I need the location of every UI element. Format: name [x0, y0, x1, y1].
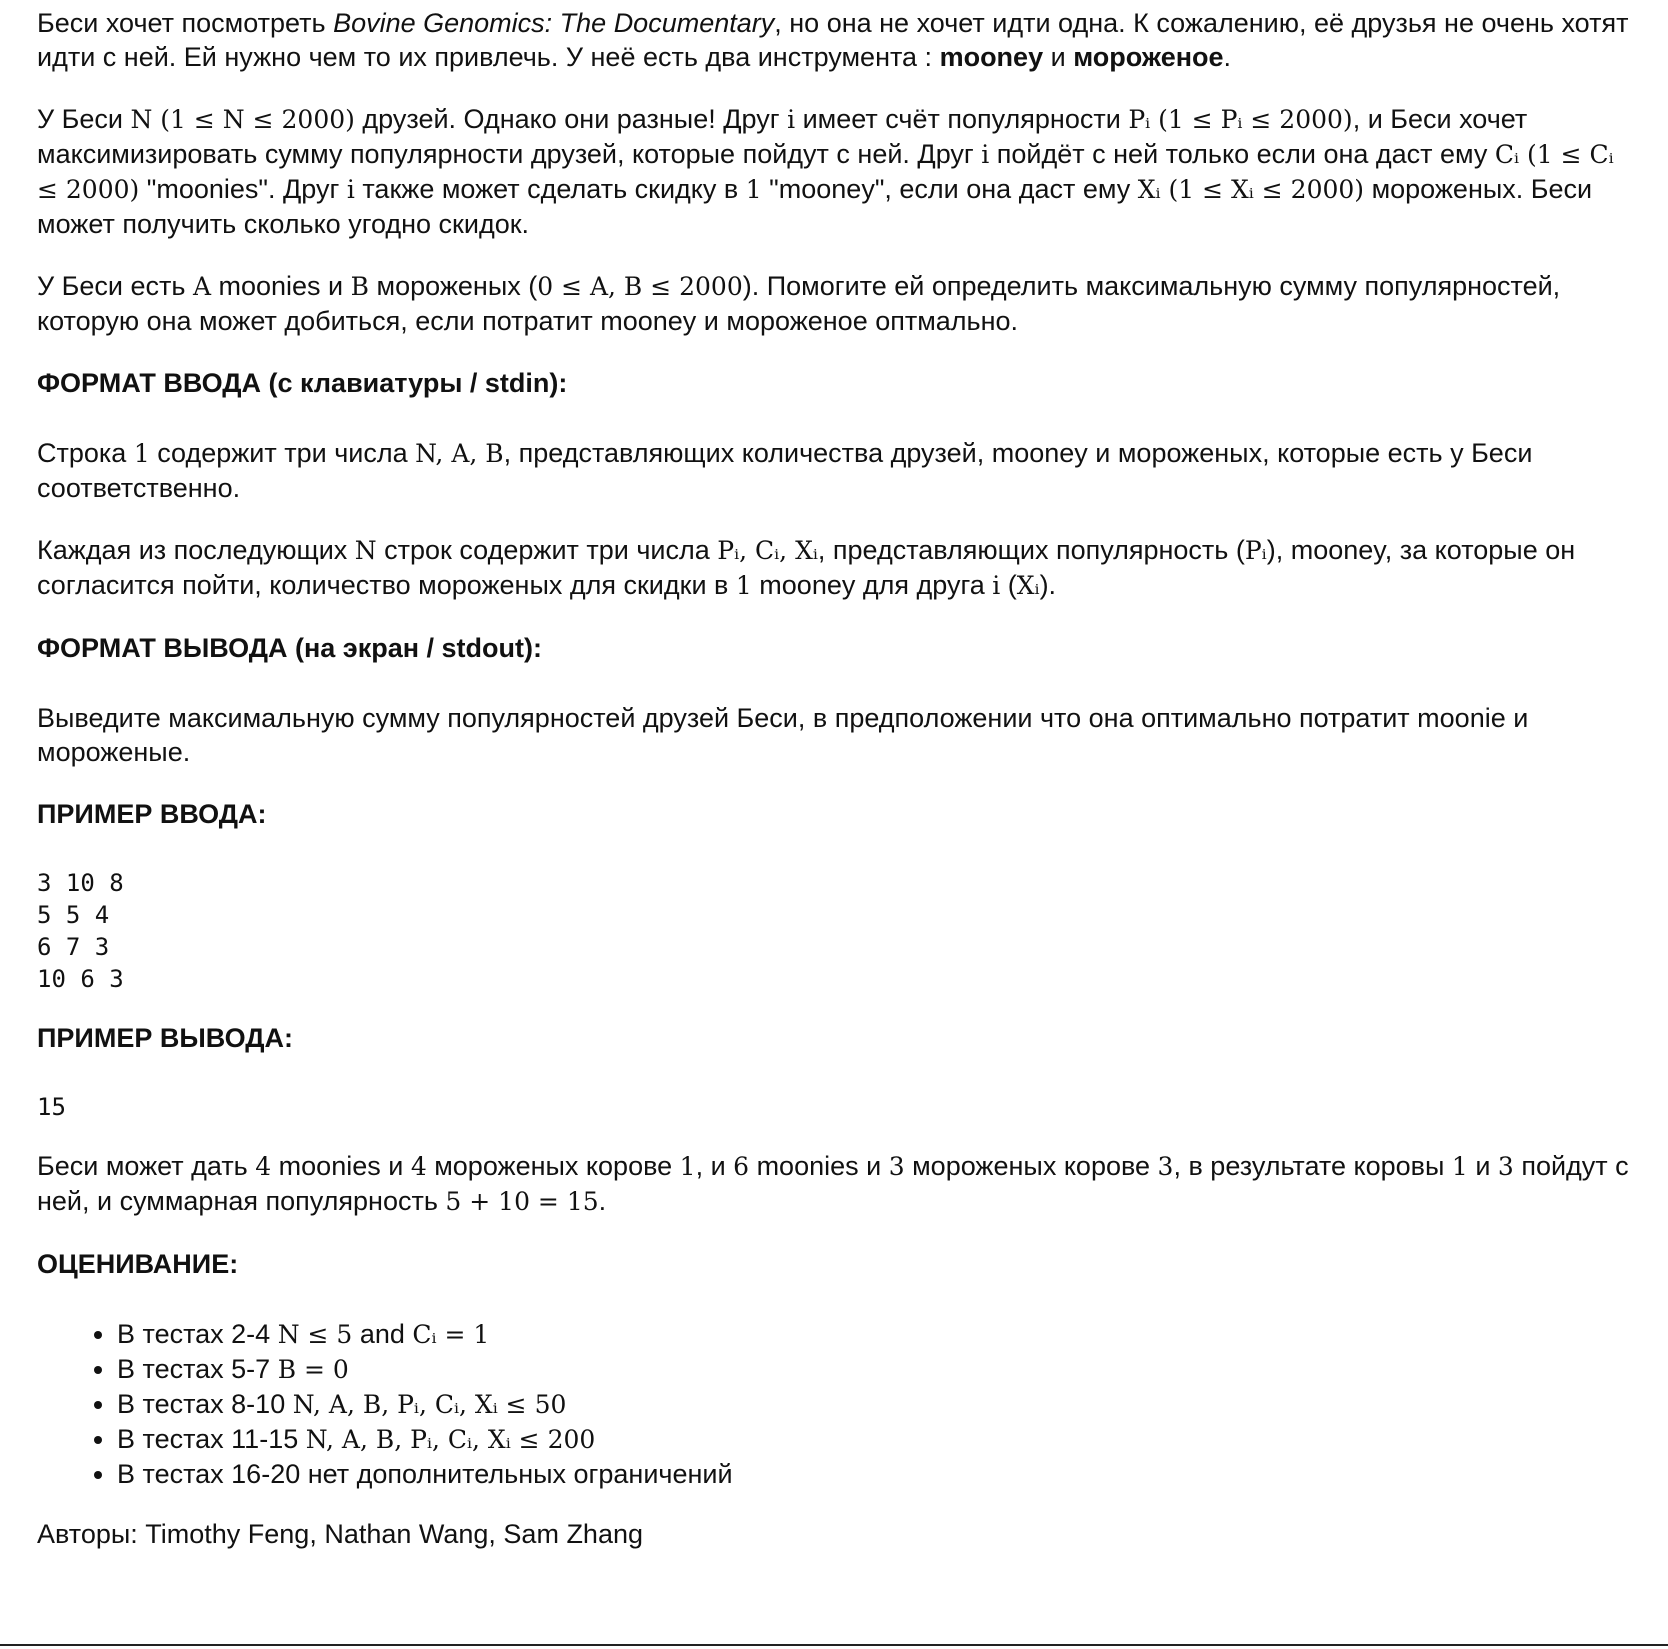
friends-text: У Беси	[37, 104, 131, 134]
math-expression: N ≤ 5	[277, 1320, 353, 1349]
friends-text: имеет счёт популярности	[795, 104, 1129, 134]
math-expression: 1	[745, 175, 762, 204]
input-lines-paragraph	[37, 533, 1637, 603]
explanation-text: moonies и	[749, 1151, 889, 1181]
math-expression: i	[346, 175, 355, 204]
explanation-text: moonies и	[271, 1151, 411, 1181]
friends-text: "moonies". Друг	[139, 174, 347, 204]
friends-text: "mooney", если она даст ему	[761, 174, 1138, 204]
explanation-text: и	[1467, 1151, 1498, 1181]
explanation-text: , в результате коровы	[1173, 1151, 1452, 1181]
math-expression: 1	[133, 439, 150, 468]
math-expression: N, A, B, Pᵢ, Cᵢ, Xᵢ ≤ 50	[292, 1390, 567, 1419]
math-expression: 3	[1497, 1152, 1514, 1181]
math-expression: A	[192, 272, 211, 301]
explanation-paragraph	[37, 1149, 1637, 1219]
input-line1-paragraph	[37, 436, 1637, 505]
subtask-item	[117, 1352, 1637, 1387]
budget-text: ). Помогите ей определить максимальную сумму популярностей, которую она может добиться, если потратит mooney и мороженое оптмально.	[37, 271, 1561, 336]
friends-text: , и Беси хочет максимизировать сумму популярности друзей, которые пойдут с ней. Друг	[37, 104, 1528, 169]
sample-output-block: 15	[37, 1093, 66, 1121]
math-expression: N (1 ≤ N ≤ 2000)	[130, 105, 355, 134]
subtask-item	[117, 1317, 1637, 1352]
math-expression: Pᵢ, Cᵢ, Xᵢ	[717, 536, 818, 565]
math-expression: Pᵢ	[1244, 536, 1267, 565]
intro-paragraph	[37, 6, 1637, 74]
friends-text: друзей. Однако они разные! Друг	[354, 104, 788, 134]
math-expression: 1	[679, 1152, 696, 1181]
input-text: (	[1000, 570, 1017, 600]
math-expression: i	[992, 571, 1001, 600]
math-expression: 4	[410, 1152, 427, 1181]
input-text: ).	[1039, 570, 1057, 600]
movie-title: Bovine Genomics: The Documentary	[333, 8, 775, 38]
friends-text: мороженых. Беси может получить сколько угодно скидок.	[37, 174, 1593, 239]
math-expression: 5 + 10 = 15	[445, 1187, 599, 1216]
tool-icecream: мороженое	[1073, 42, 1224, 72]
math-expression: 1	[735, 571, 752, 600]
sample-output-heading: ПРИМЕР ВЫВОДА:	[37, 1023, 293, 1053]
input-text: ), mooney, за которые он согласится пойти, количество мороженых для скидки в	[37, 535, 1576, 600]
tool-mooney: mooney	[939, 42, 1044, 72]
math-expression: Xᵢ (1 ≤ Xᵢ ≤ 2000)	[1137, 175, 1365, 204]
input-text: строк содержит три числа	[376, 535, 718, 565]
budget-text: мороженых (	[369, 271, 538, 301]
subtask-text: В тестах 5-7	[117, 1354, 278, 1384]
explanation-text: мороженых корове	[904, 1151, 1158, 1181]
budget-paragraph	[37, 269, 1637, 338]
authors-line: Авторы: Timothy Feng, Nathan Wang, Sam Zhang	[37, 1519, 643, 1549]
math-expression: N	[354, 536, 377, 565]
subtask-item	[117, 1387, 1637, 1422]
math-expression: i	[787, 105, 796, 134]
output-format-paragraph: Выведите максимальную сумму популярностей друзей Беси, в предположении что она оптимально потратит moonie и мороженые.	[37, 703, 1529, 767]
budget-text: moonies и	[211, 271, 351, 301]
intro-text: и	[1043, 42, 1074, 72]
math-expression: Xᵢ	[1016, 571, 1040, 600]
explanation-text: , и	[695, 1151, 734, 1181]
subtask-list	[37, 1317, 1637, 1491]
bottom-divider	[0, 1644, 1668, 1646]
math-expression: i	[981, 140, 990, 169]
subtask-item	[117, 1457, 1637, 1491]
explanation-text: .	[598, 1186, 607, 1216]
subtask-text: В тестах 16-20 нет дополнительных ограничений	[117, 1459, 733, 1489]
input-text: Строка	[37, 438, 134, 468]
math-expression: 6	[733, 1152, 750, 1181]
subtask-text: В тестах 8-10	[117, 1389, 293, 1419]
subtask-text: and	[352, 1319, 413, 1349]
output-format-heading: ФОРМАТ ВЫВОДА (на экран / stdout):	[37, 633, 542, 663]
problem-statement	[37, 6, 1637, 1579]
subtask-text: В тестах 2-4	[117, 1319, 278, 1349]
math-expression: 4	[255, 1152, 272, 1181]
math-expression: B = 0	[277, 1355, 349, 1384]
explanation-text: мороженых корове	[426, 1151, 680, 1181]
input-text: , представляющих популярность (	[817, 535, 1245, 565]
sample-input-block: 3 10 8 5 5 4 6 7 3 10 6 3	[37, 869, 124, 993]
intro-text: , но она не хочет идти одна. К сожалению, её друзья не очень хотят идти с ней. Ей нужно чем то их привлечь. У неё есть два инструмента :	[37, 8, 1629, 72]
input-text: , представляющих количества друзей, mooney и мороженых, которые есть у Беси соответственно.	[37, 438, 1533, 503]
math-expression: N, A, B, Pᵢ, Cᵢ, Xᵢ ≤ 200	[305, 1425, 596, 1454]
input-text: Каждая из последующих	[37, 535, 355, 565]
input-format-heading: ФОРМАТ ВВОДА (с клавиатуры / stdin):	[37, 368, 568, 398]
budget-text: У Беси есть	[37, 271, 193, 301]
math-expression: B	[350, 272, 370, 301]
math-expression: 3	[1157, 1152, 1174, 1181]
math-expression: 0 ≤ A, B ≤ 2000	[537, 272, 743, 301]
math-expression: N, A, B	[415, 439, 504, 468]
explanation-text: Беси может дать	[37, 1151, 256, 1181]
explanation-text: пойдут с ней, и суммарная популярность	[37, 1151, 1629, 1216]
input-text: mooney для друга	[751, 570, 993, 600]
math-expression: Cᵢ (1 ≤ Cᵢ ≤ 2000)	[37, 140, 1614, 204]
input-text: содержит три числа	[149, 438, 416, 468]
math-expression: Pᵢ (1 ≤ Pᵢ ≤ 2000)	[1128, 105, 1353, 134]
subtask-item	[117, 1422, 1637, 1457]
sample-input-heading: ПРИМЕР ВВОДА:	[37, 799, 267, 829]
math-expression: Cᵢ = 1	[412, 1320, 490, 1349]
scoring-heading: ОЦЕНИВАНИЕ:	[37, 1249, 239, 1279]
friends-paragraph	[37, 102, 1637, 241]
math-expression: 3	[888, 1152, 905, 1181]
subtask-text: В тестах 11-15	[117, 1424, 306, 1454]
intro-text: .	[1223, 42, 1232, 72]
friends-text: также может сделать скидку в	[354, 174, 746, 204]
math-expression: 1	[1451, 1152, 1468, 1181]
intro-text: Беси хочет посмотреть	[37, 8, 334, 38]
friends-text: пойдёт с ней только если она даст ему	[989, 139, 1495, 169]
